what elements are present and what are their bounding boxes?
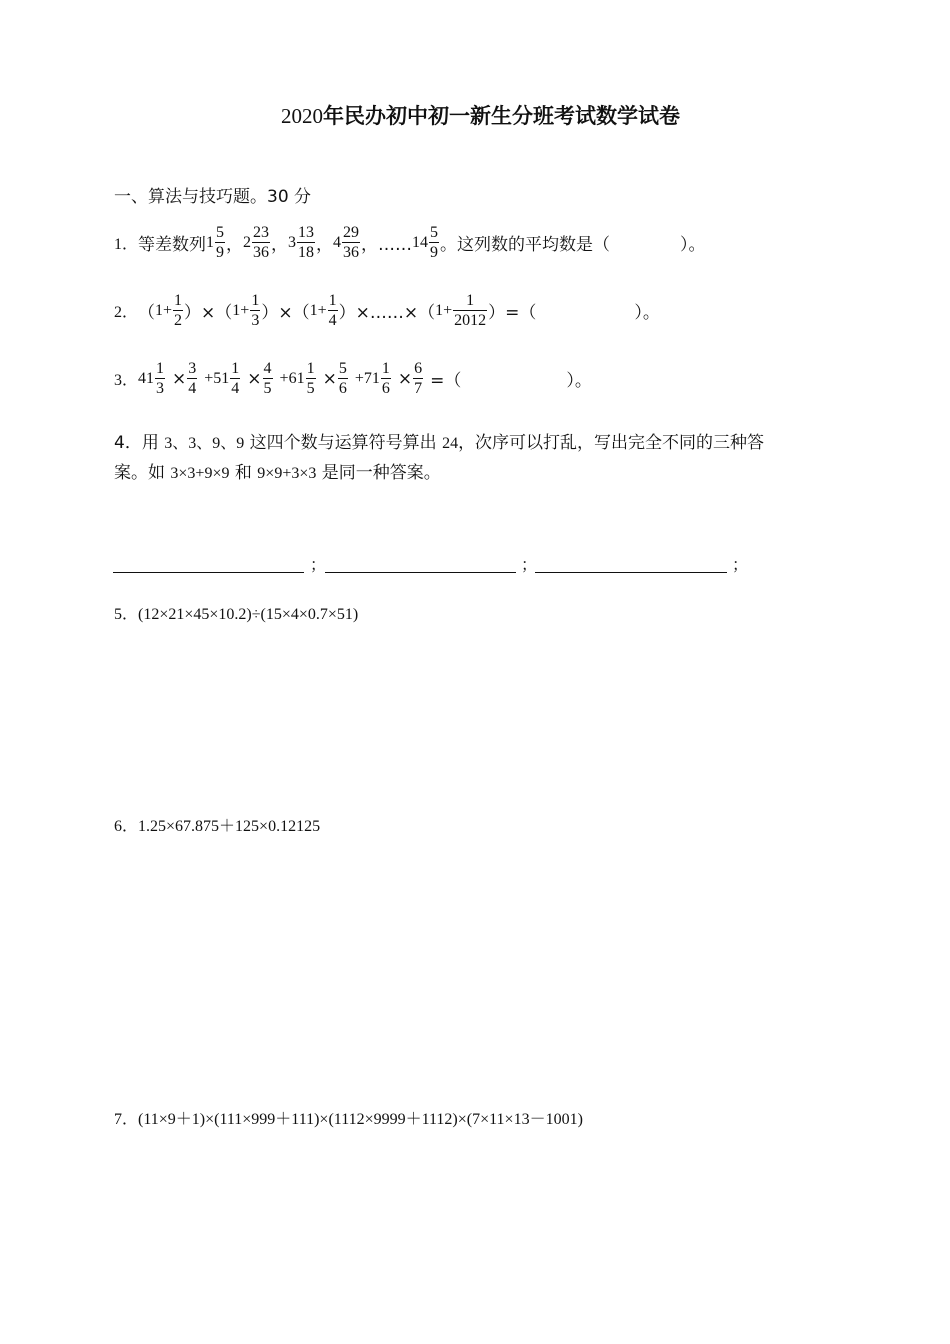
blank-separator: ； — [310, 555, 327, 574]
q3-b-frac: $\frac{3}{4}$ — [188, 360, 197, 397]
q7-number: 7． — [114, 1111, 139, 1128]
answer-blank-2[interactable] — [325, 572, 516, 573]
section-heading: 一、算法与技巧题。30 分 — [114, 187, 312, 207]
q3-times: × — [322, 368, 337, 389]
q6-number: 6． — [114, 818, 139, 835]
q1-t1-int: 1 — [206, 233, 215, 251]
q3-c-int: +51 — [204, 369, 230, 387]
q2-one: 1+ — [309, 301, 327, 319]
q2-open: （ — [138, 303, 156, 323]
q3-e-frac: $\frac{1}{5}$ — [306, 360, 315, 397]
question-1 — [114, 224, 706, 261]
q2-one: 1+ — [155, 301, 173, 319]
q4-example-1: 3×3+9×9 — [170, 465, 230, 482]
q1-t2-frac: $\frac{23}{36}$ — [253, 224, 270, 261]
q4-line1-b: 这四个数与运算符号算出 — [244, 433, 443, 453]
q5-number: 5． — [114, 606, 139, 623]
blank-separator: ； — [521, 555, 538, 574]
q4-target: 24 — [442, 435, 459, 452]
q2-f1: $\frac{1}{2}$ — [174, 292, 183, 329]
q3-times: × — [172, 368, 187, 389]
q3-times: × — [247, 368, 262, 389]
q7-expression: (11×9＋1)×(111×999＋111)×(1112×9999＋1112)×(7×11×13－1001) — [138, 1111, 583, 1128]
q3-e-int: +61 — [279, 369, 305, 387]
q1-t3-frac: $\frac{13}{18}$ — [298, 224, 315, 261]
q4-line2-b: 和 — [229, 463, 258, 483]
q1-t5-int: 14 — [412, 233, 429, 251]
question-4-line2 — [114, 458, 441, 483]
q1-dots: ，…… — [361, 235, 413, 255]
q3-d-frac: $\frac{4}{5}$ — [263, 360, 272, 397]
q4-nums: 3、3、9、9 — [164, 435, 245, 452]
blank-separator: ； — [732, 555, 749, 574]
q1-close: ）。 — [680, 235, 706, 255]
q2-mid: ）×（ — [184, 303, 233, 323]
q1-sep: ， — [271, 235, 289, 255]
q1-number: 1． — [114, 236, 139, 253]
question-6 — [114, 813, 320, 836]
q2-close: ）。 — [634, 303, 660, 323]
question-5 — [114, 601, 358, 624]
question-2 — [114, 292, 660, 329]
q4-line1-c: ，次序可以打乱，写出完全不同的三种答 — [458, 433, 765, 453]
q2-number: 2． — [114, 304, 139, 321]
q1-sep: ， — [226, 235, 244, 255]
q3-number: 3． — [114, 372, 139, 389]
q1-t3-int: 3 — [288, 233, 297, 251]
q2-one: 1+ — [232, 301, 250, 319]
q2-f3: $\frac{1}{4}$ — [328, 292, 337, 329]
q3-c-frac: $\frac{1}{4}$ — [231, 360, 240, 397]
q2-one: 1+ — [435, 301, 453, 319]
q1-t4-frac: $\frac{29}{36}$ — [343, 224, 360, 261]
q2-eq: ）=（ — [488, 303, 537, 323]
q1-t5-frac: $\frac{5}{9}$ — [430, 224, 439, 261]
q4-line2-c: 是同一种答案。 — [316, 463, 441, 483]
title-year: 2020 — [281, 104, 323, 128]
q4-line2-a: 案。如 — [114, 463, 171, 483]
q3-close: ）。 — [566, 371, 592, 391]
question-3 — [114, 360, 592, 397]
question-7 — [114, 1106, 583, 1129]
answer-blank-3[interactable] — [535, 572, 727, 573]
q1-tail: 。这列数的平均数是（ — [440, 235, 611, 255]
q3-f-frac: $\frac{5}{6}$ — [338, 360, 347, 397]
q3-g-int: +71 — [354, 369, 380, 387]
q4-line1-a: 4．用 — [114, 433, 165, 453]
q3-a-frac: $\frac{1}{3}$ — [156, 360, 165, 397]
answer-blank-1[interactable] — [113, 572, 304, 573]
q3-times: × — [397, 368, 413, 389]
q3-h-frac: $\frac{6}{7}$ — [414, 360, 423, 397]
page-title — [281, 100, 680, 130]
q3-eq: =（ — [430, 371, 462, 391]
title-text: 年民办初中初一新生分班考试数学试卷 — [323, 104, 680, 128]
q1-t1-frac: $\frac{5}{9}$ — [216, 224, 225, 261]
q1-t4-int: 4 — [333, 233, 342, 251]
q1-lead: 等差数列 — [138, 235, 207, 255]
q2-f2: $\frac{1}{3}$ — [251, 292, 260, 329]
question-4-line1 — [114, 428, 764, 453]
q4-example-2: 9×9+3×3 — [257, 465, 317, 482]
q1-sep: ， — [316, 235, 334, 255]
q6-expression: 1.25×67.875＋125×0.12125 — [138, 818, 321, 835]
q5-expression: (12×21×45×10.2)÷(15×4×0.7×51) — [138, 606, 359, 623]
q2-dots: ）×……×（ — [338, 303, 436, 323]
q2-mid: ）×（ — [261, 303, 310, 323]
q3-g-frac: $\frac{1}{6}$ — [381, 360, 390, 397]
q3-a-int: 41 — [138, 369, 155, 387]
q2-f4: $\frac{1}{2012}$ — [454, 292, 487, 329]
q1-t2-int: 2 — [243, 233, 252, 251]
